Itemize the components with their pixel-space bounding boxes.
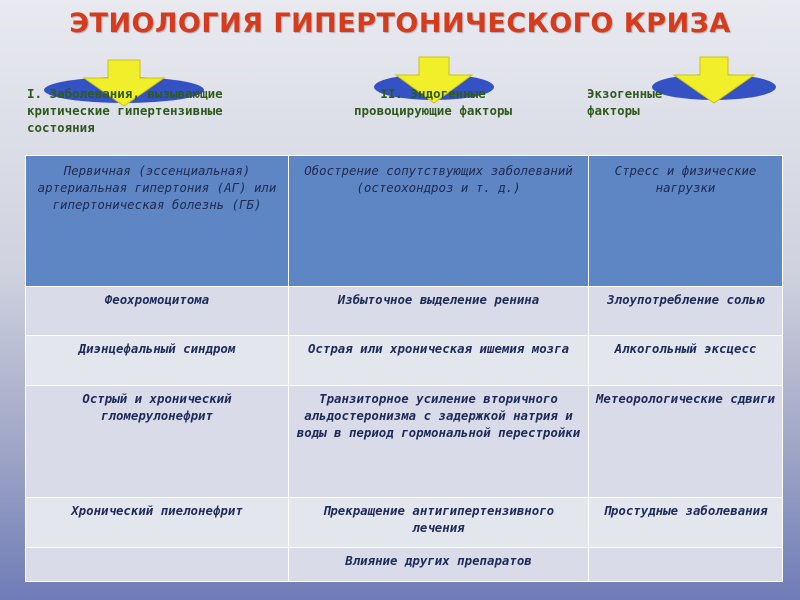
table-header-cell: Обострение сопутствующих заболеваний (остеохондроз и т. д.): [289, 156, 589, 287]
table-cell: Диэнцефальный синдром: [26, 336, 289, 386]
table-cell: Злоупотребление солью: [589, 287, 783, 336]
table-header-row: [26, 156, 783, 287]
table-cell: [26, 548, 289, 582]
etiology-table: [25, 155, 783, 582]
table-row: [26, 336, 783, 386]
down-arrow-icon: [650, 55, 778, 105]
table-cell: Избыточное выделение ренина: [289, 287, 589, 336]
table-cell: [589, 548, 783, 582]
table-row: [26, 498, 783, 548]
table-cell: Прекращение антигипертензивного лечения: [289, 498, 589, 548]
table-cell: Острый и хронический гломерулонефрит: [26, 386, 289, 498]
slide-title: ЭТИОЛОГИЯ ГИПЕРТОНИЧЕСКОГО КРИЗА: [69, 8, 731, 39]
table-header-cell: Первичная (эссенциальная) артериальная гипертония (АГ) или гипертоническая болезнь (ГБ): [26, 156, 289, 287]
table-cell: Алкогольный эксцесс: [589, 336, 783, 386]
table-cell: Метеорологические сдвиги: [589, 386, 783, 498]
table-cell: Острая или хроническая ишемия мозга: [289, 336, 589, 386]
column-label-exogenous: Экзогенные факторы: [587, 86, 663, 118]
table-cell: Простудные заболевания: [589, 498, 783, 548]
table-cell: Хронический пиелонефрит: [26, 498, 289, 548]
column-label-endogenous: II. Эндогенные провоцирующие факторы: [354, 86, 513, 118]
table-row: [26, 548, 783, 582]
table-header-cell: Стресс и физические нагрузки: [589, 156, 783, 287]
table-row: [26, 386, 783, 498]
table-cell: Транзиторное усиление вторичного альдостеронизма с задержкой натрия и воды в период гормональной перестройки: [289, 386, 589, 498]
column-label-diseases: I. Заболевания, вызывающие критические гипертензивные состояния: [27, 86, 223, 135]
table-cell: Феохромоцитома: [26, 287, 289, 336]
table-row: [26, 287, 783, 336]
table-cell: Влияние других препаратов: [289, 548, 589, 582]
